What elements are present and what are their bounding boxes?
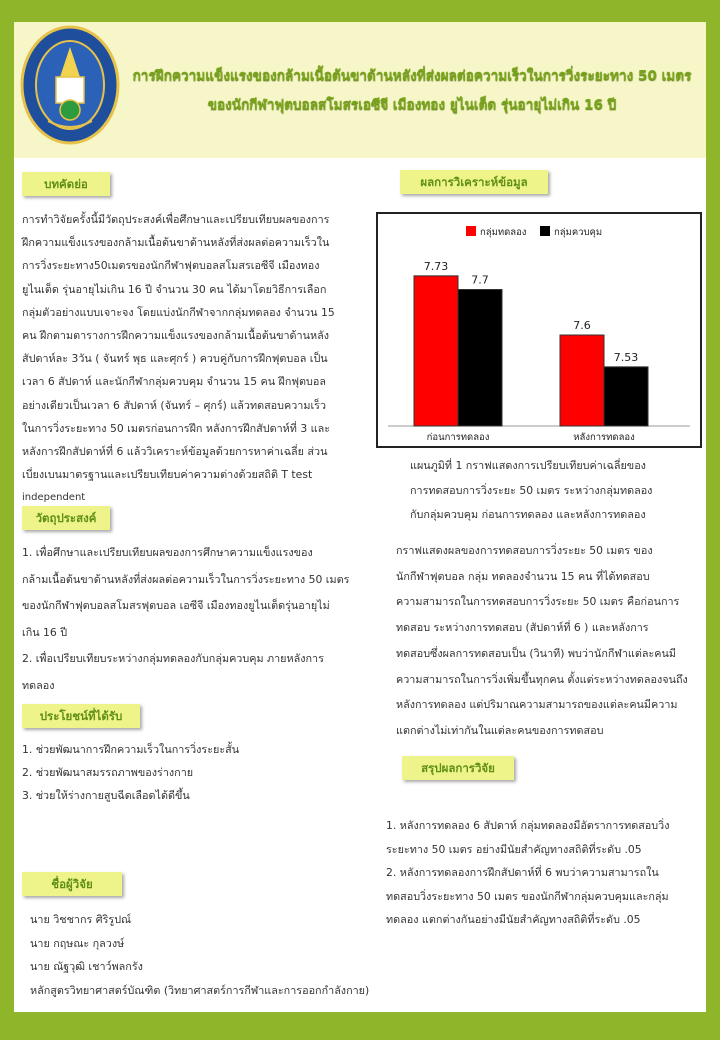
conclusion-line: 1. หลังการทดลอง 6 สัปดาห์ กลุ่มทดลองมีอัตราการทดสอบวิ่ง <box>386 819 670 832</box>
objective-line: กล้ามเนื้อต้นขาด้านหลังที่ส่งผลต่อความเร็วในการวิ่งระยะทาง 50 เมตร <box>22 572 350 586</box>
data-label: 7.73 <box>423 259 449 273</box>
analysis-line: ทดสอบซึ่งผลการทดสอบเป็น (วินาที) พบว่านักกีฬาแต่ละคนมี <box>396 646 676 660</box>
objective-line: เกิน 16 ปี <box>22 625 68 639</box>
abstract-line: คน ฝึกตามตารางการฝึกความแข็งแรงของกล้ามเนื้อต้นขาด้านหลัง <box>22 329 329 343</box>
analysis-line: ทดสอบ ระหว่างการทดสอบ (สัปดาห์ที่ 6 ) และหลังการ <box>396 621 649 635</box>
conclusion-text <box>386 814 702 932</box>
bar <box>458 290 502 427</box>
objectives-heading: วัตถุประสงค์ <box>22 506 110 530</box>
benefit-item: 2. ช่วยพัฒนาสมรรถภาพของร่างกาย <box>22 766 194 779</box>
researchers-heading: ชื่อผู้วิจัย <box>22 872 122 896</box>
legend-swatch <box>466 226 476 236</box>
researcher-name: นาย วิชชากร ศิริรูปณ์ <box>30 913 132 926</box>
benefit-item: 3. ช่วยให้ร่างกายสูบฉีดเลือดได้ดีขึ้น <box>22 789 190 802</box>
legend-label: กลุ่มควบคุม <box>554 227 603 238</box>
analysis-line: หลังการทดลอง แต่ปริมาณความสามารถของแต่ละคนมีความ <box>396 698 678 712</box>
x-tick-label: ก่อนการทดลอง <box>426 432 490 443</box>
objectives-text <box>22 540 372 699</box>
caption-line: กับกลุ่มควบคุม ก่อนการทดลอง และหลังการทดลอง <box>410 508 646 521</box>
data-label: 7.6 <box>573 319 591 332</box>
conclusion-line: ทดลอง แตกต่างกันอย่างมีนัยสำคัญทางสถิติที่ระดับ .05 <box>386 913 641 926</box>
analysis-heading: ผลการวิเคราะห์ข้อมูล <box>400 170 548 194</box>
legend-swatch <box>540 226 550 236</box>
abstract-line: อย่างเดียวเป็นเวลา 6 สัปดาห์ (จันทร์ – ศุกร์) แล้วทดสอบความเร็ว <box>22 398 327 412</box>
benefits-heading: ประโยชน์ที่ได้รับ <box>22 704 140 728</box>
bar <box>604 367 648 426</box>
conclusion-line: ทดสอบวิ่งระยะทาง 50 เมตร ของนักกีฬากลุ่มควบคุมและกลุ่ม <box>386 889 669 903</box>
objective-line: ของนักกีฬาฟุตบอลสโมสรฟุตบอล เอซีจี เมืองทองยูไนเต็ดรุ่นอายุไม่ <box>22 599 330 612</box>
analysis-line: ความสามารถในการทดสอบการวิ่งระยะ 50 เมตร คือก่อนการ <box>396 595 680 609</box>
objective-line: ทดลอง <box>22 678 55 692</box>
analysis-line: ความสามารถในการวิ่งเพิ่มขึ้นทุกคน ตั้งแต่ระหว่างทดลองจนถึง <box>396 672 688 686</box>
abstract-line: การทำวิจัยครั้งนี้มีวัตถุประสงค์เพื่อศึกษาและเปรียบเทียบผลของการ <box>22 213 330 226</box>
data-label: 7.7 <box>471 273 489 287</box>
conclusion-line: 2. หลังการทดลองการฝึกสัปดาห์ที่ 6 พบว่าความสามารถใน <box>386 866 659 879</box>
title-line-2: ของนักกีฬาฟุตบอลสโมสรเอซีจี เมืองทอง ยูไนเต็ด รุ่นอายุไม่เกิน 16 ปี <box>207 97 617 113</box>
abstract-line: หลังการฝึกสัปดาห์ที่ 6 แล้ววิเคราะห์ข้อมูลด้วยการหาค่าเฉลี่ย ส่วน <box>22 445 328 459</box>
abstract-line: เบี่ยงเบนมาตรฐานและเปรียบเทียบค่าความต่างด้วยสถิติ T test <box>22 468 313 482</box>
caption-line: การทดสอบการวิ่งระยะ 50 เมตร ระหว่างกลุ่มทดลอง <box>410 483 653 497</box>
analysis-line: นักกีฬาฟุตบอล กลุ่ม ทดลองจำนวน 15 คน ที่ได้ทดสอบ <box>396 569 650 583</box>
abstract-text <box>22 208 368 510</box>
program-name: หลักสูตรวิทยาศาสตร์บัณฑิต (วิทยาศาสตร์การกีฬาและการออกกำลังกาย) <box>30 983 370 997</box>
bar-chart-frame <box>376 212 702 448</box>
legend-label: กลุ่มทดลอง <box>480 227 527 238</box>
researchers-list <box>30 908 430 1002</box>
title-line-1: การฝึกความแข็งแรงของกล้ามเนื้อต้นขาด้านหลังที่ส่งผลต่อความเร็วในการวิ่งระยะทาง 50 เมตร <box>132 68 692 84</box>
data-label: 7.53 <box>613 350 639 364</box>
abstract-line: ฝึกความแข็งแรงของกล้ามเนื้อต้นขาด้านหลังที่ส่งผลต่อความเร็วใน <box>22 236 330 250</box>
abstract-line: สัปดาห์ละ 3วัน ( จันทร์ พุธ และศุกร์ ) ควบคู่กับการฝึกฟุตบอล เป็น <box>22 352 328 366</box>
abstract-line: เวลา 6 สัปดาห์ และนักกีฬากลุ่มควบคุม จำนวน 15 คน ฝึกฟุตบอล <box>22 375 327 389</box>
analysis-line: แตกต่างไม่เท่ากันในแต่ละคนของการทดสอบ <box>396 723 604 737</box>
objective-line: 2. เพื่อเปรียบเทียบระหว่างกลุ่มทดลองกับกลุ่มควบคุม ภายหลังการ <box>22 652 324 665</box>
bar-chart <box>378 214 700 446</box>
abstract-line: กลุ่มตัวอย่างแบบเจาะจง โดยแบ่งนักกีฬาจากกลุ่มทดลอง จำนวน 15 <box>22 305 335 319</box>
researcher-name: นาย กฤษณะ กุลวงษ์ <box>30 936 125 950</box>
poster-title <box>122 62 702 120</box>
caption-line: แผนภูมิที่ 1 กราฟแสดงการเปรียบเทียบค่าเฉลี่ยของ <box>410 459 646 472</box>
bar <box>560 335 604 426</box>
benefit-item: 1. ช่วยพัฒนาการฝึกความเร็วในการวิ่งระยะสั้น <box>22 743 240 756</box>
analysis-text <box>396 538 702 744</box>
poster <box>14 22 706 1012</box>
chart-caption <box>410 454 700 528</box>
abstract-line: independent <box>22 492 86 504</box>
abstract-heading: บทคัดย่อ <box>22 172 110 196</box>
conclusion-heading: สรุปผลการวิจัย <box>402 756 514 780</box>
objective-line: 1. เพื่อศึกษาและเปรียบเทียบผลของการศึกษาความแข็งแรงของ <box>22 546 313 559</box>
university-logo-icon <box>20 25 120 145</box>
bar <box>414 276 458 426</box>
analysis-line: กราฟแสดงผลของการทดสอบการวิ่งระยะ 50 เมตร ของ <box>396 544 653 557</box>
x-tick-label: หลังการทดลอง <box>573 432 635 443</box>
abstract-line: ยูไนเต็ด รุ่นอายุไม่เกิน 16 ปี จำนวน 30 คน ได้มาโดยวิธีการเลือก <box>22 282 327 296</box>
abstract-line: การวิ่งระยะทาง50เมตรของนักกีฬาฟุตบอลสโมสรเอซีจี เมืองทอง <box>22 259 320 273</box>
conclusion-line: ระยะทาง 50 เมตร อย่างมีนัยสำคัญทางสถิติที่ระดับ .05 <box>386 842 642 856</box>
abstract-line: ในการวิ่งระยะทาง 50 เมตรก่อนการฝึก หลังการฝึกสัปดาห์ที่ 3 และ <box>22 421 331 435</box>
researcher-name: นาย ณัฐวุฒิ เชาว์พลกรัง <box>30 960 143 973</box>
benefits-list <box>22 738 372 807</box>
header <box>14 22 706 158</box>
